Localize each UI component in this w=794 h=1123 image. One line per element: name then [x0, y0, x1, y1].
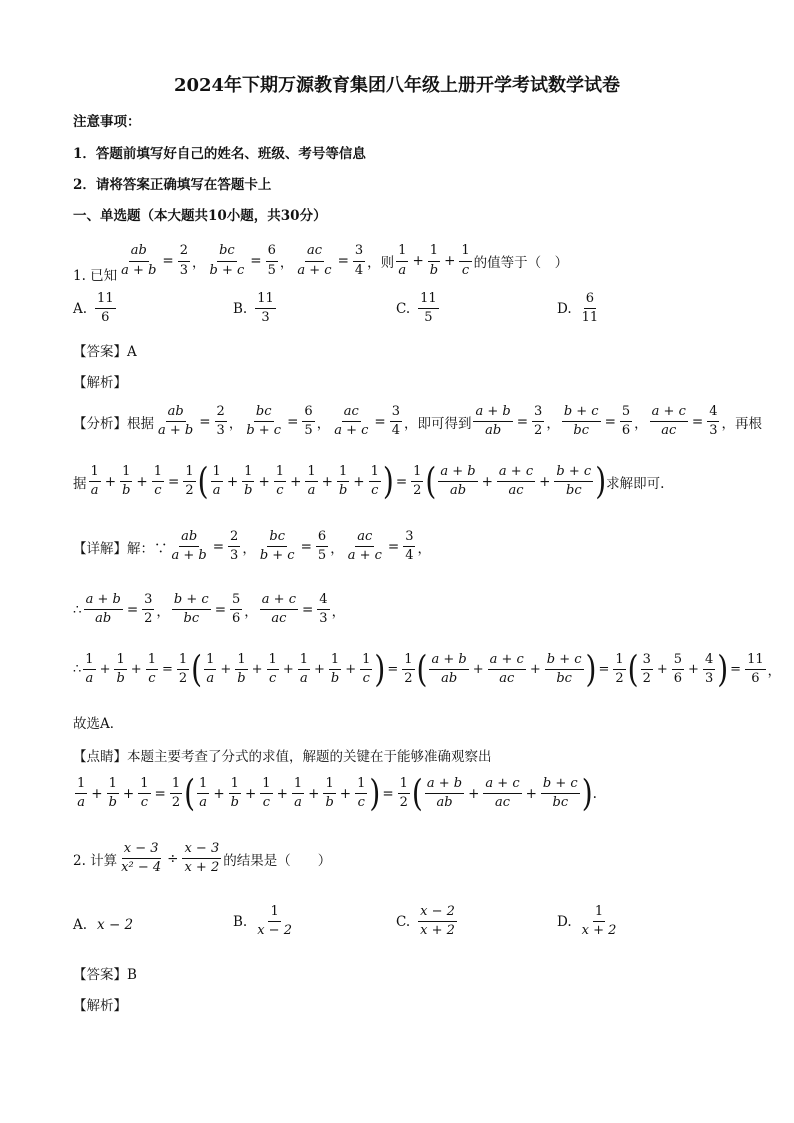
- fraction: $\frac{b + c}{bc}$: [546, 652, 582, 687]
- fraction: $\frac{1}{c}$: [357, 776, 366, 811]
- option-c[interactable]: [396, 292, 441, 326]
- option-b[interactable]: [233, 292, 278, 326]
- text: 据: [73, 475, 87, 492]
- fraction: $\frac{3}{4}$: [391, 404, 400, 439]
- option-label: A.: [73, 300, 88, 317]
- fraction: $\frac{b + c}{bc}$: [563, 404, 599, 439]
- option-label: D.: [557, 913, 572, 930]
- therefore-symbol: ∴: [73, 601, 82, 618]
- fraction: $\frac{a + b}{ab}$: [426, 776, 463, 811]
- fraction: $\frac{a + b}{ab}$: [85, 592, 121, 627]
- text: 本题主要考查了分式的求值，解题的关键在于能够准确观察出: [127, 749, 492, 765]
- fraction: $\frac{a + b}{ab}$: [440, 464, 476, 499]
- fraction: $\frac{1}{x - 2}$: [257, 904, 292, 939]
- option-label: B.: [233, 300, 248, 317]
- detail-line-1: 【详解】 解：∵ $\frac{ab}{a + b}$ = $\frac{2}{3}$ ， $\frac{bc}{b + c}$ = $\frac{6}{5}$ ， $\frac{ac}{a + c}$ = $\frac{3}{4}$ ，: [73, 529, 431, 564]
- fraction: $\frac{a + c}{ac}$: [485, 776, 520, 811]
- fraction: $\frac{2}{3}$: [179, 243, 188, 278]
- fraction: $\frac{1}{c}$: [275, 464, 285, 499]
- fraction: $\frac{a + b}{ab}$: [431, 652, 467, 687]
- fraction: $\frac{1}{2}$: [404, 652, 413, 687]
- answer-value: B: [127, 967, 137, 983]
- fraction: $\frac{3}{2}$: [534, 404, 543, 439]
- fraction: $\frac{3}{2}$: [144, 592, 153, 627]
- fraction: $\frac{1}{a}$: [85, 652, 94, 687]
- therefore-symbol: ∴: [73, 662, 82, 678]
- fraction: $\frac{4}{3}$: [704, 652, 714, 687]
- option-d[interactable]: [557, 905, 620, 939]
- fraction: $\frac{3}{2}$: [642, 652, 651, 687]
- option-text: x − 2: [97, 917, 134, 933]
- fraction: $\frac{ac}{a + c}$: [334, 404, 369, 439]
- option-label: C.: [396, 913, 411, 930]
- fraction: $\frac{5}{6}$: [673, 652, 683, 687]
- fraction: $\frac{6}{5}$: [304, 404, 313, 439]
- q1-suffix: 的值等于（ ）: [473, 255, 569, 271]
- option-b[interactable]: [233, 905, 296, 939]
- fraction: $\frac{1}{a}$: [307, 464, 316, 499]
- choose-line: 故选A．: [73, 716, 124, 732]
- answer-line: [73, 340, 137, 360]
- fraction: $\frac{1}{b}$: [325, 776, 334, 811]
- fraction: $\frac{5}{6}$: [232, 592, 241, 627]
- fraction: $\frac{1}{a}$: [212, 464, 221, 499]
- text: 解：∵: [127, 540, 168, 557]
- answer-label: 【答案】: [73, 344, 127, 360]
- notice-item: 1．答题前填写好自己的姓名、班级、考号等信息: [73, 146, 366, 162]
- fraction: $\frac{ab}{a + b}$: [121, 243, 157, 278]
- fraction: $\frac{x - 3}{\text{x² − 4}}$: [121, 841, 162, 876]
- fraction: $\frac{1}{b}$: [244, 464, 253, 499]
- question-1-stem: 1. 已知 $\frac{ab}{a + b}$ = $\frac{2}{3}$ ， $\frac{bc}{b + c}$ = $\frac{6}{5}$ ， $\frac{ac}{a + c}$ = $\frac{3}{4}$ ，则 $\frac{1}{a}$ + $\frac{1}{b}$ + $\frac{1}{c}$ 的值等于（ ）: [73, 243, 569, 284]
- fraction: $\frac{bc}{b + c}$: [259, 529, 295, 564]
- fraction: $\frac{a + c}{ac}$: [498, 464, 534, 499]
- fraction: $\frac{1}{2}$: [171, 776, 181, 811]
- fraction: $\frac{a + b}{ab}$: [475, 404, 511, 439]
- fraction: $\frac{1}{b}$: [108, 776, 117, 811]
- fraction: $\frac{x - 2}{x + 2}$: [420, 904, 455, 939]
- fraction: $\frac{1}{c}$: [370, 464, 379, 499]
- fraction: $\frac{1}{a}$: [206, 652, 215, 687]
- detail-line-3: ∴ $\frac{1}{a}$ + $\frac{1}{b}$ + $\frac{1}{c}$ = $\frac{1}{2}$ ( $\frac{1}{a}$ + $\frac{1}{b}$ + $\frac{1}{c}$ + $\frac{1}{a}$ + $\frac{1}{b}$ + $\frac{1}{c}$ ) = $\frac{1}{2}$ ( $\frac{a + b}{ab}$ + $\frac{a + c}{ac}$ + $\frac{b + c}{bc}$ ) = $\frac{1}{2}$ ( $\frac{3}{2}$ + $\frac{5}{6}$ + $\frac{4}{3}$ ) = $\frac{11}{6}$ ，: [73, 647, 781, 691]
- fraction: $\frac{1}{b}$: [230, 776, 239, 811]
- option-label: D.: [557, 300, 572, 317]
- fraction: $\frac{4}{3}$: [709, 404, 718, 439]
- analysis-label: 【解析】: [73, 998, 127, 1014]
- fraction: $\frac{1}{x + 2}$: [581, 904, 617, 939]
- fraction: $\frac{1}{c}$: [268, 652, 277, 687]
- detail-line-2: ∴ $\frac{a + b}{ab}$ = $\frac{3}{2}$ ， $\frac{b + c}{bc}$ = $\frac{5}{6}$ ， $\frac{a + c}{ac}$ = $\frac{4}{3}$ ，: [73, 592, 346, 627]
- fraction: $\frac{11}{5}$: [420, 291, 437, 326]
- fraction: $\frac{a + c}{ac}$: [651, 404, 686, 439]
- xiangjie-label: 【详解】: [73, 540, 127, 557]
- notice-heading: 注意事项：: [73, 114, 141, 130]
- fraction: $\frac{ac}{a + c}$: [347, 529, 382, 564]
- answer-value: A: [127, 344, 137, 360]
- fraction: $\frac{1}{2}$: [615, 652, 624, 687]
- option-label: A.: [73, 917, 88, 933]
- fraction: $\frac{3}{4}$: [405, 529, 414, 564]
- fraction: $\frac{6}{5}$: [317, 529, 327, 564]
- fraction: $\frac{1}{a}$: [90, 464, 99, 499]
- fraction: $\frac{1}{a}$: [293, 776, 303, 811]
- fraction: $\frac{1}{c}$: [461, 243, 470, 278]
- fenxi-label: 【分析】: [73, 415, 127, 432]
- fraction: $\frac{a + c}{ac}$: [489, 652, 524, 687]
- dianjing-label: 【点睛】: [73, 749, 127, 765]
- option-a[interactable]: [73, 292, 118, 326]
- analysis-label: 【解析】: [73, 375, 127, 391]
- fraction: $\frac{1}{b}$: [330, 652, 340, 687]
- option-label: C.: [396, 300, 411, 317]
- fraction: $\frac{1}{2}$: [413, 464, 422, 499]
- fraction: $\frac{1}{b}$: [116, 652, 125, 687]
- q1-mid: ，则: [367, 255, 395, 271]
- fraction: $\frac{1}{a}$: [299, 652, 308, 687]
- fraction: $\frac{bc}{b + c}$: [209, 243, 245, 278]
- option-label: B.: [233, 913, 248, 930]
- option-a[interactable]: [73, 917, 133, 933]
- fraction: $\frac{11}{3}$: [257, 291, 274, 326]
- analysis-line-1: 【分析】 根据 $\frac{ab}{a + b}$ = $\frac{2}{3}$ ， $\frac{bc}{b + c}$ = $\frac{6}{5}$ ， $\frac{ac}{a + c}$ = $\frac{3}{4}$ ，即可得到 $\frac{a + b}{ab}$ = $\frac{3}{2}$ ， $\frac{b + c}{bc}$ = $\frac{5}{6}$ ， $\frac{a + c}{ac}$ = $\frac{4}{3}$ ，再根: [73, 404, 762, 439]
- fraction: $\frac{6}{5}$: [267, 243, 276, 278]
- fraction: $\frac{bc}{b + c}$: [246, 404, 282, 439]
- q1-prefix: 1. 已知: [73, 268, 118, 284]
- fraction: $\frac{1}{c}$: [262, 776, 271, 811]
- fraction: $\frac{1}{c}$: [362, 652, 371, 687]
- fraction: $\frac{1}{c}$: [147, 652, 156, 687]
- text: ，再根: [721, 415, 762, 432]
- fraction: $\frac{b + c}{bc}$: [173, 592, 209, 627]
- fraction: $\frac{1}{2}$: [178, 652, 188, 687]
- fraction: $\frac{1}{b}$: [338, 464, 348, 499]
- fraction: $\frac{a + c}{ac}$: [261, 592, 296, 627]
- text: ，即可得到: [403, 415, 472, 432]
- q2-prefix: 2. 计算: [73, 852, 118, 869]
- dianjing-formula: $\frac{1}{a}$ + $\frac{1}{b}$ + $\frac{1}{c}$ = $\frac{1}{2}$ ( $\frac{1}{a}$ + $\frac{1}{b}$ + $\frac{1}{c}$ + $\frac{1}{a}$ + $\frac{1}{b}$ + $\frac{1}{c}$ ) = $\frac{1}{2}$ ( $\frac{a + b}{ab}$ + $\frac{a + c}{ac}$ + $\frac{b + c}{bc}$ ) .: [77, 771, 597, 815]
- fraction: $\frac{1}{b}$: [429, 243, 439, 278]
- fraction: $\frac{1}{a}$: [77, 776, 86, 811]
- fraction: $\frac{ac}{a + c}$: [297, 243, 332, 278]
- fraction: $\frac{6}{11}$: [581, 291, 599, 326]
- q2-suffix: 的结果是（ ）: [223, 852, 332, 869]
- answer-line: [73, 963, 137, 983]
- fraction: $\frac{11}{6}$: [97, 291, 114, 326]
- analysis-line-2: 据 $\frac{1}{a}$ + $\frac{1}{b}$ + $\frac{1}{c}$ = $\frac{1}{2}$ ( $\frac{1}{a}$ + $\frac{1}{b}$ + $\frac{1}{c}$ + $\frac{1}{a}$ + $\frac{1}{b}$ + $\frac{1}{c}$ ) = $\frac{1}{2}$ ( $\frac{a + b}{ab}$ + $\frac{a + c}{ac}$ + $\frac{b + c}{bc}$ ) 求解即可.: [73, 459, 665, 503]
- text: 求解即可.: [606, 475, 665, 492]
- fraction: $\frac{1}{a}$: [398, 243, 407, 278]
- fraction: $\frac{2}{3}$: [216, 404, 225, 439]
- fraction: $\frac{5}{6}$: [621, 404, 631, 439]
- fraction: $\frac{1}{2}$: [185, 464, 194, 499]
- dianjing-line: [73, 745, 492, 765]
- option-d[interactable]: [557, 292, 602, 326]
- fraction: $\frac{ab}{a + b}$: [171, 529, 207, 564]
- answer-label: 【答案】: [73, 967, 127, 983]
- fraction: $\frac{1}{b}$: [122, 464, 131, 499]
- fraction: $\frac{ab}{a + b}$: [158, 404, 194, 439]
- question-2-stem: 2. 计算 $\frac{x - 3}{\text{x² − 4}}$ ÷ $\frac{x - 3}{x + 2}$ 的结果是（ ）: [73, 841, 332, 876]
- text: 根据: [127, 415, 154, 432]
- fraction: $\frac{1}{2}$: [399, 776, 408, 811]
- fraction: $\frac{1}{c}$: [140, 776, 149, 811]
- fraction: $\frac{b + c}{bc}$: [542, 776, 578, 811]
- fraction: $\frac{4}{3}$: [319, 592, 328, 627]
- option-c[interactable]: [396, 905, 459, 939]
- fraction: $\frac{2}{3}$: [230, 529, 239, 564]
- result-fraction: $\frac{11}{6}$: [747, 652, 764, 687]
- notice-item: 2．请将答案正确填写在答题卡上: [73, 177, 272, 193]
- fraction: $\frac{1}{b}$: [237, 652, 246, 687]
- fraction: $\frac{1}{c}$: [153, 464, 163, 499]
- fraction: $\frac{1}{a}$: [199, 776, 208, 811]
- fraction: $\frac{3}{4}$: [354, 243, 364, 278]
- page-title: 2024年下期万源教育集团八年级上册开学考试数学试卷: [173, 75, 621, 96]
- section-heading: 一、单选题（本大题共10小题，共30分）: [73, 208, 327, 224]
- fraction: $\frac{b + c}{bc}$: [556, 464, 592, 499]
- fraction: $\frac{x - 3}{x + 2}$: [184, 841, 220, 876]
